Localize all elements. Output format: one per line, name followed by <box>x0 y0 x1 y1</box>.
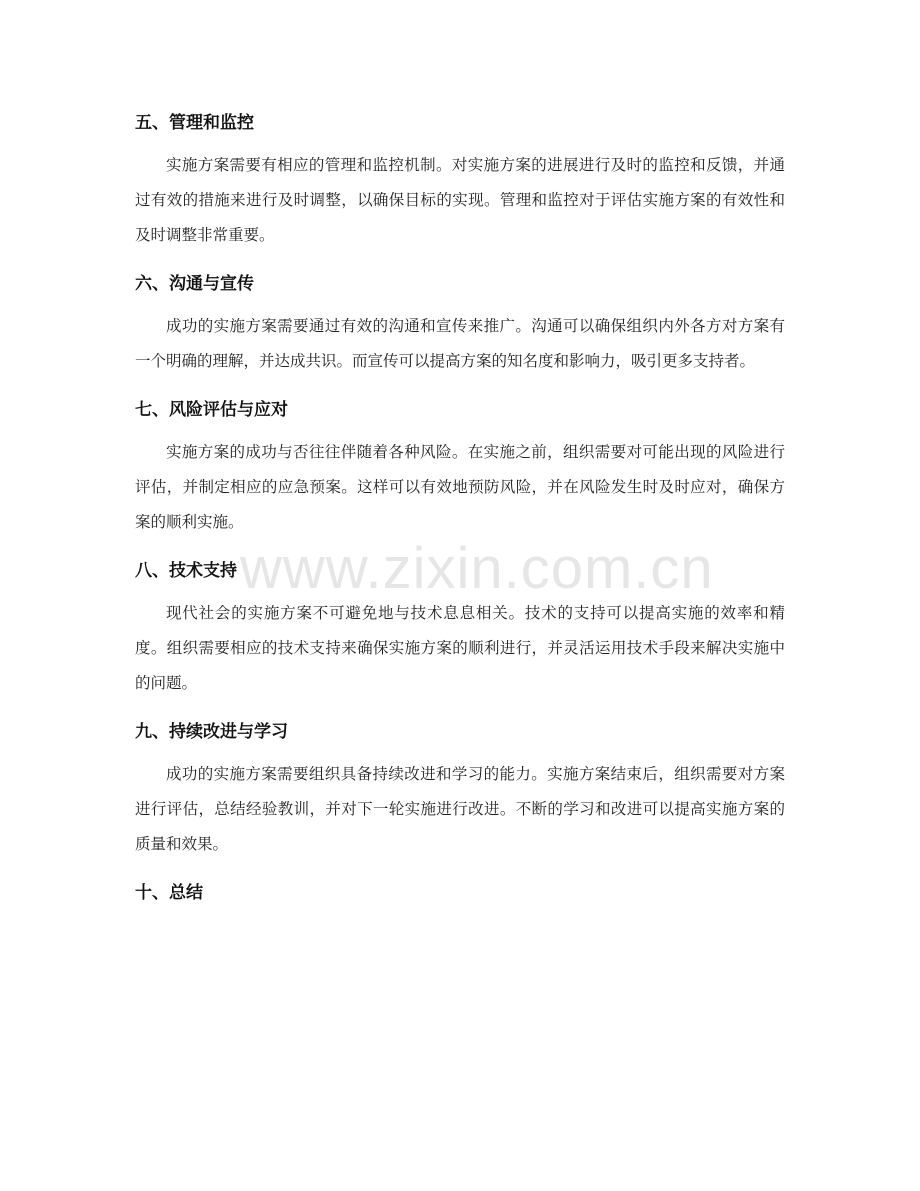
section-heading: 七、风险评估与应对 <box>135 400 288 420</box>
section-paragraph: 现代社会的实施方案不可避免地与技术息息相关。技术的支持可以提高实施的效率和精度。组织需要相应的技术支持来确保实施方案的顺利进行，并灵活运用技术手段来解决实施中的问题。 <box>135 604 785 692</box>
section-10 <box>135 876 785 910</box>
section-paragraph: 成功的实施方案需要通过有效的沟通和宣传来推广。沟通可以确保组织内外各方对方案有一个明确的理解，并达成共识。而宣传可以提高方案的知名度和影响力，吸引更多支持者。 <box>135 317 785 370</box>
section-heading: 八、技术支持 <box>135 561 237 581</box>
section-heading: 五、管理和监控 <box>135 113 254 133</box>
watermark-text: www.zixin.com.cn <box>240 536 714 601</box>
section-9 <box>135 715 785 862</box>
section-8 <box>135 554 785 701</box>
section-heading: 九、持续改进与学习 <box>135 722 288 742</box>
document-content <box>135 106 785 918</box>
section-paragraph: 实施方案的成功与否往往伴随着各种风险。在实施之前，组织需要对可能出现的风险进行评估，并制定相应的应急预案。这样可以有效地预防风险，并在风险发生时及时应对，确保方案的顺利实施。 <box>135 443 785 531</box>
section-6 <box>135 267 785 379</box>
section-heading: 六、沟通与宣传 <box>135 274 254 294</box>
section-7 <box>135 393 785 540</box>
section-heading: 十、总结 <box>135 883 203 903</box>
section-paragraph: 成功的实施方案需要组织具备持续改进和学习的能力。实施方案结束后，组织需要对方案进行评估，总结经验教训，并对下一轮实施进行改进。不断的学习和改进可以提高实施方案的质量和效果。 <box>135 765 785 853</box>
section-5 <box>135 106 785 253</box>
section-paragraph: 实施方案需要有相应的管理和监控机制。对实施方案的进展进行及时的监控和反馈，并通过有效的措施来进行及时调整，以确保目标的实现。管理和监控对于评估实施方案的有效性和及时调整非常重要。 <box>135 156 785 244</box>
